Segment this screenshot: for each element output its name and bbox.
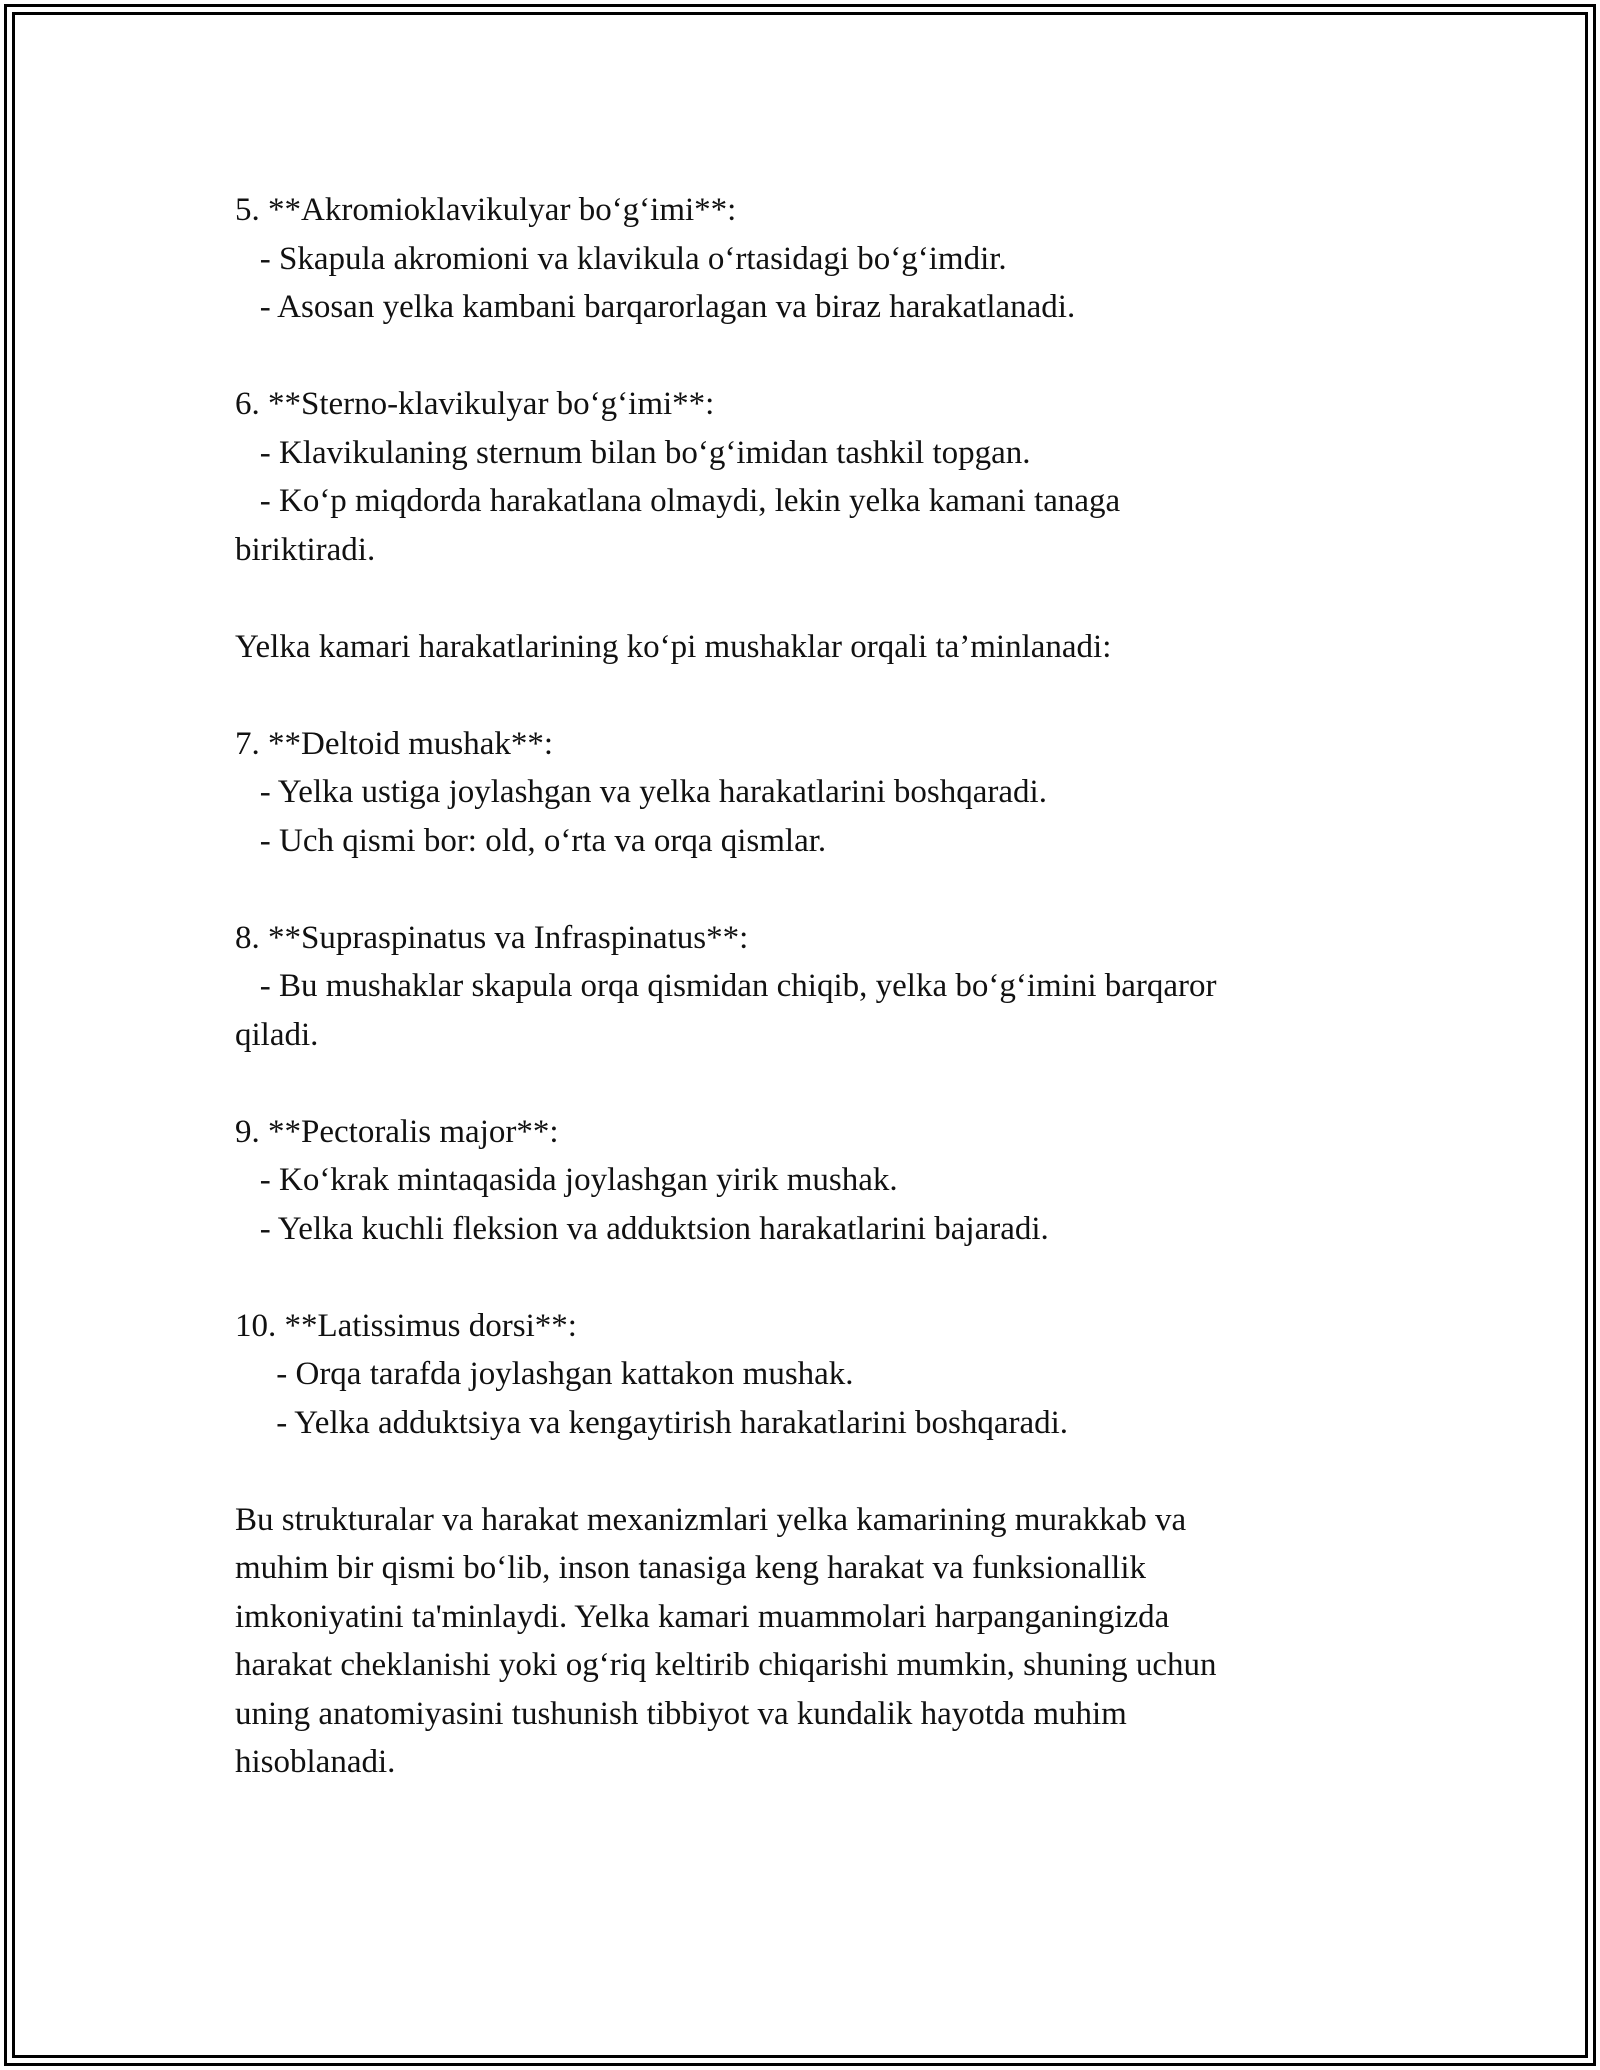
conclusion-line-2: muhim bir qismi bo‘lib, inson tanasiga keng harakat va funksionallik [235,1550,1147,1586]
paragraph-gap [235,865,1375,914]
paragraph-gap [235,332,1375,381]
conclusion-line-6: hisoblanadi. [235,1744,396,1780]
section-9-line-1: - Ko‘krak mintaqasida joylashgan yirik mushak. [235,1162,898,1198]
paragraph-gap [235,1253,1375,1302]
section-9-heading: 9. **Pectoralis major**: [235,1113,559,1150]
section-7-line-2: - Uch qismi bor: old, o‘rta va orqa qismlar. [235,822,827,859]
conclusion-line-4: harakat cheklanishi yoki og‘riq keltirib chiqarishi mumkin, shuning uchun [235,1647,1217,1683]
section-6-heading: 6. **Sterno-klavikulyar bo‘g‘imi**: [235,386,715,422]
section-5-line-2: - Asosan yelka kambani barqarorlagan va biraz harakatlanadi. [235,289,1076,325]
section-10-heading: 10. **Latissimus dorsi**: [235,1307,577,1344]
section-5-heading: 5. **Akromioklavikulyar bo‘g‘imi**: [235,192,737,228]
conclusion-line-3: imkoniyatini ta'minlaydi. Yelka kamari muammolari harpanganingizda [235,1598,1170,1635]
paragraph-gap [235,1059,1375,1108]
section-7-heading: 7. **Deltoid mushak**: [235,725,554,762]
conclusion-line-1: Bu strukturalar va harakat mexanizmlari yelka kamarining murakkab va [235,1501,1187,1538]
paragraph-gap [235,574,1375,623]
paragraph-gap [235,1447,1375,1496]
section-10-line-1: - Orqa tarafda joylashgan kattakon mushak. [235,1356,854,1392]
section-6-line-3: biriktiradi. [235,531,376,568]
conclusion-line-5: uning anatomiyasini tushunish tibbiyot va kundalik hayotda muhim [235,1695,1127,1732]
section-5-line-1: - Skapula akromioni va klavikula o‘rtasidagi bo‘g‘imdir. [235,240,1007,277]
section-8-line-2: qiladi. [235,1016,319,1053]
section-7-line-1: - Yelka ustiga joylashgan va yelka harakatlarini boshqaradi. [235,774,1047,810]
section-9-line-2: - Yelka kuchli fleksion va adduktsion harakatlarini bajaradi. [235,1210,1049,1247]
section-6-line-2: - Ko‘p miqdorda harakatlana olmaydi, lekin yelka kamani tanaga [235,483,1121,519]
section-8-line-1: - Bu mushaklar skapula orqa qismidan chiqib, yelka bo‘g‘imini barqaror [235,968,1217,1004]
section-6-line-1: - Klavikulaning sternum bilan bo‘g‘imidan tashkil topgan. [235,434,1031,471]
paragraph-gap [235,671,1375,720]
muscles-intro: Yelka kamari harakatlarining ko‘pi mushaklar orqali ta’minlanadi: [235,628,1112,665]
section-8-heading: 8. **Supraspinatus va Infraspinatus**: [235,919,749,956]
section-10-line-2: - Yelka adduktsiya va kengaytirish harakatlarini boshqaradi. [235,1404,1069,1441]
document-body [235,186,1375,1787]
